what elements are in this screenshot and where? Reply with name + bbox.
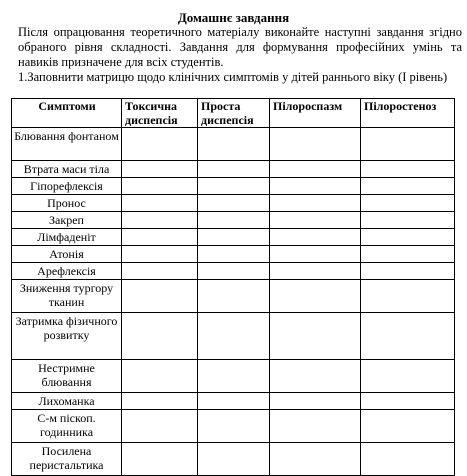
symptom-cell: Посилена перистальтика bbox=[12, 443, 122, 476]
empty-answer-cell[interactable] bbox=[361, 393, 455, 410]
header-simple-dyspepsia: Проста диспепсія bbox=[198, 99, 270, 128]
table-row bbox=[12, 128, 455, 161]
symptom-cell: Втрата маси тіла bbox=[12, 161, 122, 178]
table-header-row bbox=[12, 99, 455, 128]
table-row bbox=[12, 313, 455, 360]
empty-answer-cell[interactable] bbox=[270, 410, 361, 443]
empty-answer-cell[interactable] bbox=[361, 443, 455, 476]
empty-answer-cell[interactable] bbox=[198, 410, 270, 443]
empty-answer-cell[interactable] bbox=[270, 195, 361, 212]
symptom-cell: Затримка фізичного розвитку bbox=[12, 313, 122, 360]
empty-answer-cell[interactable] bbox=[122, 195, 198, 212]
intro-paragraph: Після опрацювання теоретичного матеріалу виконайте наступні завдання згідно обраного рівня складності. Завдання для формування професійних умінь та навиків призначене для всіх студентів. bbox=[18, 25, 462, 69]
empty-answer-cell[interactable] bbox=[361, 229, 455, 246]
empty-answer-cell[interactable] bbox=[122, 212, 198, 229]
table-row bbox=[12, 443, 455, 476]
empty-answer-cell[interactable] bbox=[270, 393, 361, 410]
empty-answer-cell[interactable] bbox=[361, 263, 455, 280]
table-row bbox=[12, 212, 455, 229]
table-row bbox=[12, 263, 455, 280]
empty-answer-cell[interactable] bbox=[198, 280, 270, 313]
table-row bbox=[12, 229, 455, 246]
empty-answer-cell[interactable] bbox=[122, 410, 198, 443]
symptom-cell: Блювання фонтаном bbox=[12, 128, 122, 161]
empty-answer-cell[interactable] bbox=[270, 178, 361, 195]
header-pylorostenosis: Пілоростеноз bbox=[361, 99, 455, 128]
table-row bbox=[12, 195, 455, 212]
empty-answer-cell[interactable] bbox=[361, 360, 455, 393]
empty-answer-cell[interactable] bbox=[198, 212, 270, 229]
table-row bbox=[12, 161, 455, 178]
empty-answer-cell[interactable] bbox=[270, 313, 361, 360]
table-row bbox=[12, 393, 455, 410]
task-instruction: 1.Заповнити матрицю щодо клінічних симптомів у дітей раннього віку (I рівень) bbox=[18, 70, 448, 84]
empty-answer-cell[interactable] bbox=[122, 443, 198, 476]
symptom-cell: Зниження тургору тканин bbox=[12, 280, 122, 313]
empty-answer-cell[interactable] bbox=[198, 393, 270, 410]
table-row bbox=[12, 178, 455, 195]
empty-answer-cell[interactable] bbox=[361, 195, 455, 212]
empty-answer-cell[interactable] bbox=[270, 443, 361, 476]
empty-answer-cell[interactable] bbox=[361, 212, 455, 229]
table-row bbox=[12, 360, 455, 393]
empty-answer-cell[interactable] bbox=[122, 313, 198, 360]
empty-answer-cell[interactable] bbox=[198, 229, 270, 246]
table-row bbox=[12, 280, 455, 313]
symptom-cell: Закреп bbox=[12, 212, 122, 229]
empty-answer-cell[interactable] bbox=[198, 360, 270, 393]
empty-answer-cell[interactable] bbox=[122, 280, 198, 313]
empty-answer-cell[interactable] bbox=[198, 313, 270, 360]
empty-answer-cell[interactable] bbox=[361, 246, 455, 263]
table-row bbox=[12, 246, 455, 263]
empty-answer-cell[interactable] bbox=[270, 161, 361, 178]
table-body bbox=[12, 128, 455, 476]
empty-answer-cell[interactable] bbox=[270, 128, 361, 161]
symptom-cell: Нестримне блювання bbox=[12, 360, 122, 393]
empty-answer-cell[interactable] bbox=[122, 128, 198, 161]
empty-answer-cell[interactable] bbox=[361, 128, 455, 161]
symptom-cell: Атонія bbox=[12, 246, 122, 263]
empty-answer-cell[interactable] bbox=[198, 195, 270, 212]
header-toxic-dyspepsia: Токсична диспепсія bbox=[122, 99, 198, 128]
table-row bbox=[12, 410, 455, 443]
empty-answer-cell[interactable] bbox=[270, 360, 361, 393]
empty-answer-cell[interactable] bbox=[198, 443, 270, 476]
empty-answer-cell[interactable] bbox=[122, 263, 198, 280]
empty-answer-cell[interactable] bbox=[270, 246, 361, 263]
empty-answer-cell[interactable] bbox=[122, 360, 198, 393]
empty-answer-cell[interactable] bbox=[198, 246, 270, 263]
empty-answer-cell[interactable] bbox=[361, 313, 455, 360]
empty-answer-cell[interactable] bbox=[122, 246, 198, 263]
empty-answer-cell[interactable] bbox=[270, 229, 361, 246]
empty-answer-cell[interactable] bbox=[270, 263, 361, 280]
empty-answer-cell[interactable] bbox=[122, 161, 198, 178]
symptom-matrix-table bbox=[11, 98, 455, 476]
symptom-cell: Лихоманка bbox=[12, 393, 122, 410]
header-pylorospasm: Пілороспазм bbox=[270, 99, 361, 128]
empty-answer-cell[interactable] bbox=[198, 263, 270, 280]
symptom-cell: С-м піскоп. годинника bbox=[12, 410, 122, 443]
empty-answer-cell[interactable] bbox=[270, 212, 361, 229]
empty-answer-cell[interactable] bbox=[361, 178, 455, 195]
empty-answer-cell[interactable] bbox=[361, 161, 455, 178]
symptom-cell: Арефлексія bbox=[12, 263, 122, 280]
empty-answer-cell[interactable] bbox=[122, 393, 198, 410]
symptom-cell: Пронос bbox=[12, 195, 122, 212]
empty-answer-cell[interactable] bbox=[122, 178, 198, 195]
empty-answer-cell[interactable] bbox=[361, 410, 455, 443]
empty-answer-cell[interactable] bbox=[198, 178, 270, 195]
symptom-cell: Гіпорефлексія bbox=[12, 178, 122, 195]
empty-answer-cell[interactable] bbox=[198, 128, 270, 161]
empty-answer-cell[interactable] bbox=[361, 280, 455, 313]
empty-answer-cell[interactable] bbox=[122, 229, 198, 246]
symptom-cell: Лімфаденіт bbox=[12, 229, 122, 246]
empty-answer-cell[interactable] bbox=[270, 280, 361, 313]
header-symptoms: Симптоми bbox=[12, 99, 122, 128]
empty-answer-cell[interactable] bbox=[198, 161, 270, 178]
page-title: Домашнє завдання bbox=[177, 10, 290, 25]
